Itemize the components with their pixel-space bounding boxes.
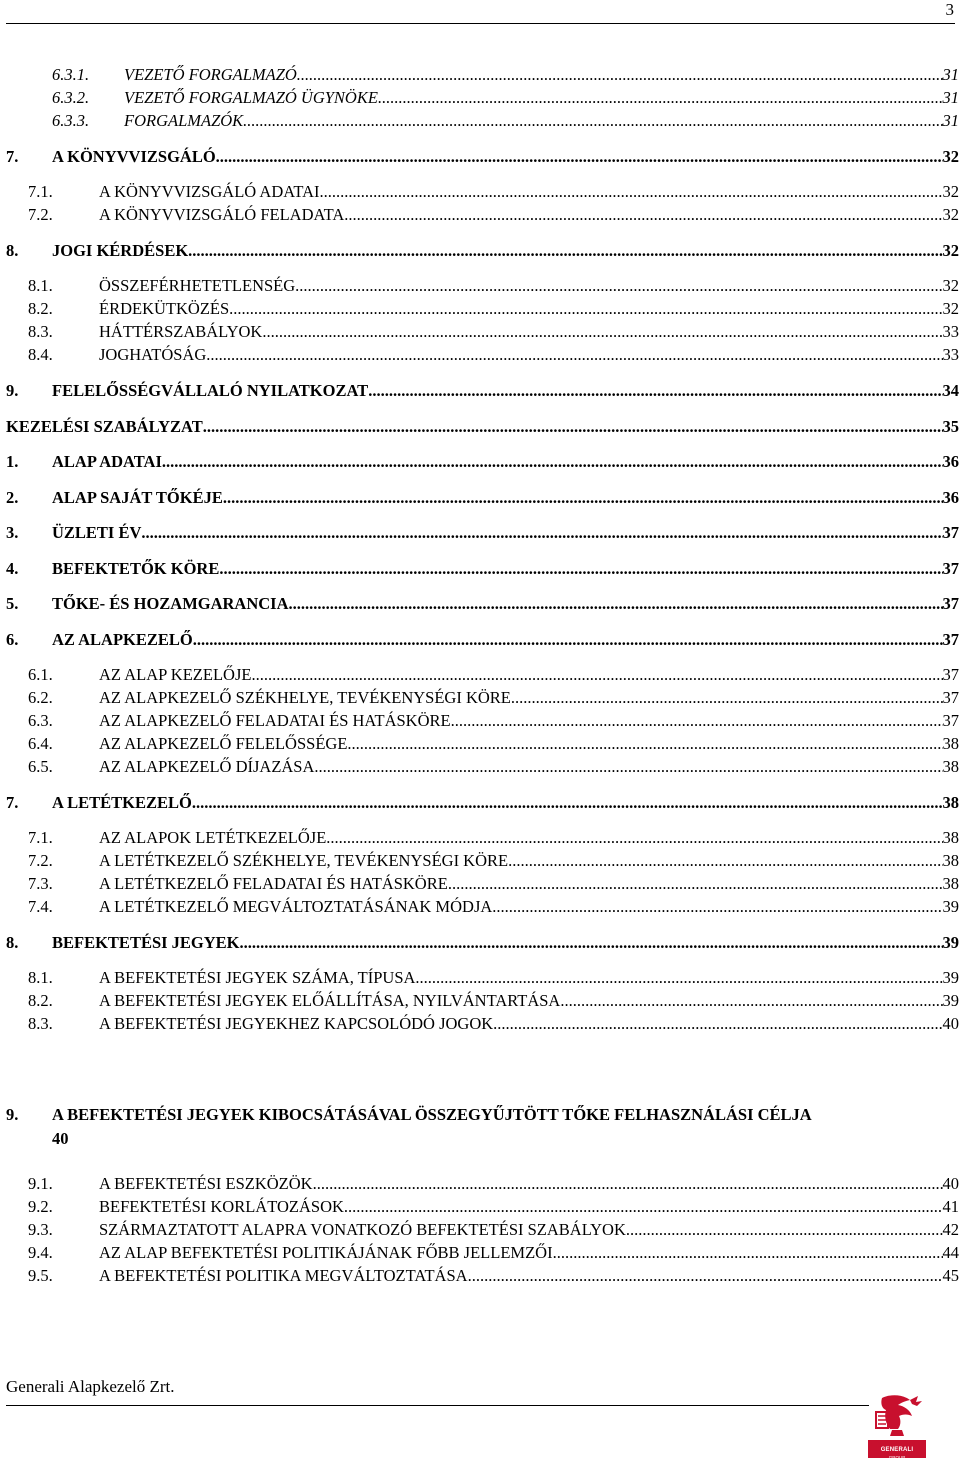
toc-entry[interactable] xyxy=(6,344,959,366)
toc-entry-number: 9.3. xyxy=(28,1220,53,1239)
toc-entry-title: BEFEKTETŐK KÖRE xyxy=(52,559,220,578)
toc-entry-number: 9.1. xyxy=(28,1174,53,1193)
toc-entry[interactable] xyxy=(6,1196,959,1218)
toc-entry[interactable] xyxy=(6,1242,959,1264)
toc-entry-page: 39 xyxy=(942,933,959,952)
toc-entry-number: 6. xyxy=(6,630,19,649)
toc-dot-leader xyxy=(508,850,942,872)
toc-dot-leader xyxy=(141,522,942,544)
toc-dot-leader xyxy=(240,932,943,954)
toc-entry-title: BEFEKTETÉSI KORLÁTOZÁSOK xyxy=(99,1197,344,1216)
toc-entry-title: KEZELÉSI SZABÁLYZAT xyxy=(6,417,203,436)
toc-entry-page: 38 xyxy=(942,851,959,870)
toc-entry-page: 39 xyxy=(942,897,959,916)
toc-entry-number: 7.1. xyxy=(28,182,53,201)
toc-entry-title: AZ ALAPKEZELŐ FELELŐSSÉGE xyxy=(99,734,348,753)
toc-dot-leader xyxy=(262,321,942,343)
toc-entry[interactable] xyxy=(6,275,959,297)
toc-entry[interactable] xyxy=(6,522,959,544)
toc-entry-page: 32 xyxy=(942,205,959,224)
toc-entry-title: HÁTTÉRSZABÁLYOK xyxy=(99,322,263,341)
toc-entry-page: 34 xyxy=(942,381,959,400)
toc-entry-number: 6.2. xyxy=(28,688,53,707)
toc-entry-page: 32 xyxy=(942,241,959,260)
toc-dot-leader xyxy=(378,87,943,109)
toc-entry-page: 32 xyxy=(942,299,959,318)
toc-entry[interactable] xyxy=(6,629,959,651)
toc-dot-leader xyxy=(223,487,943,509)
toc-entry[interactable] xyxy=(6,932,959,954)
toc-entry-title: JOGI KÉRDÉSEK xyxy=(52,241,189,260)
toc-entry-page: 40 xyxy=(52,1129,69,1148)
toc-entry-page: 33 xyxy=(942,345,959,364)
toc-dot-leader xyxy=(344,1196,943,1218)
toc-dot-leader xyxy=(451,710,943,732)
toc-entry-number: 8.1. xyxy=(28,276,53,295)
toc-entry-number: 6.3. xyxy=(28,711,53,730)
toc-entry-title: A BEFEKTETÉSI JEGYEK KIBOCSÁTÁSÁVAL ÖSSZEGYŰJTÖTT TŐKE FELHASZNÁLÁSI CÉLJA xyxy=(52,1105,812,1124)
toc-entry-page: 36 xyxy=(942,488,959,507)
toc-entry-title: ÉRDEKÜTKÖZÉS xyxy=(99,299,230,318)
toc-entry[interactable] xyxy=(6,710,959,732)
toc-dot-leader xyxy=(626,1219,943,1241)
toc-entry[interactable] xyxy=(6,990,959,1012)
toc-entry-title: A KÖNYVVIZSGÁLÓ xyxy=(52,147,216,166)
page-number: 3 xyxy=(945,0,954,19)
toc-entry-number: 5. xyxy=(6,594,19,613)
toc-entry-title: A LETÉTKEZELŐ FELADATAI ÉS HATÁSKÖRE xyxy=(99,874,448,893)
toc-entry-title: A BEFEKTETÉSI ESZKÖZÖK xyxy=(99,1174,313,1193)
toc-entry-title: ÖSSZEFÉRHETETLENSÉG xyxy=(99,276,296,295)
toc-dot-leader xyxy=(492,896,942,918)
toc-entry-number: 8.2. xyxy=(28,299,53,318)
logo-subtext: GROUP xyxy=(888,1455,906,1460)
toc-entry-number: 8.1. xyxy=(28,968,53,987)
toc-dot-leader xyxy=(216,146,943,168)
toc-entry-number: 3. xyxy=(6,523,19,542)
toc-entry-title: AZ ALAPKEZELŐ SZÉKHELYE, TEVÉKENYSÉGI KÖRE xyxy=(99,688,511,707)
toc-entry-title: A BEFEKTETÉSI POLITIKA MEGVÁLTOZTATÁSA xyxy=(99,1266,468,1285)
toc-dot-leader xyxy=(192,792,943,814)
toc-dot-leader xyxy=(229,298,942,320)
toc-entry-title: A LETÉTKEZELŐ xyxy=(52,793,192,812)
toc-dot-leader xyxy=(289,593,943,615)
toc-entry[interactable] xyxy=(6,1103,959,1151)
toc-dot-leader xyxy=(193,629,943,651)
toc-entry-title: FELELŐSSÉGVÁLLALÓ NYILATKOZAT xyxy=(52,381,369,400)
toc-entry[interactable] xyxy=(6,380,959,402)
toc-entry-page: 38 xyxy=(942,734,959,753)
toc-entry-title: BEFEKTETÉSI JEGYEK xyxy=(52,933,240,952)
toc-entry-number: 7. xyxy=(6,147,19,166)
toc-dot-leader xyxy=(162,451,943,473)
toc-entry-number: 7.3. xyxy=(28,874,53,893)
toc-entry-number: 7.2. xyxy=(28,851,53,870)
toc-entry[interactable] xyxy=(6,321,959,343)
toc-entry-number: 6.3.3. xyxy=(52,111,90,130)
toc-entry-number: 4. xyxy=(6,559,19,578)
toc-entry-number: 6.3.2. xyxy=(52,88,90,107)
toc-entry[interactable] xyxy=(6,827,959,849)
toc-entry-number: 9. xyxy=(6,1105,19,1124)
toc-dot-leader xyxy=(553,1242,943,1264)
toc-dot-leader xyxy=(297,64,943,86)
toc-entry[interactable] xyxy=(6,416,959,438)
toc-entry-title: A LETÉTKEZELŐ SZÉKHELYE, TEVÉKENYSÉGI KÖRE xyxy=(99,851,509,870)
toc-entry-title: AZ ALAPKEZELŐ xyxy=(52,630,193,649)
toc-entry-title: AZ ALAPKEZELŐ DÍJAZÁSA xyxy=(99,757,315,776)
toc-entry[interactable] xyxy=(6,204,959,226)
logo-text: GENERALI xyxy=(880,1447,914,1453)
toc-entry[interactable] xyxy=(6,87,959,109)
toc-entry-page: 37 xyxy=(942,688,959,707)
toc-entry-page: 32 xyxy=(942,182,959,201)
toc-entry[interactable] xyxy=(6,687,959,709)
toc-entry[interactable] xyxy=(6,664,959,686)
toc-entry[interactable] xyxy=(6,1173,959,1195)
toc-entry-page: 31 xyxy=(942,111,959,130)
toc-entry-title: A KÖNYVVIZSGÁLÓ ADATAI xyxy=(99,182,320,201)
toc-entry-title: ÜZLETI ÉV xyxy=(52,523,142,542)
toc-entry-number: 6.4. xyxy=(28,734,53,753)
toc-entry-number: 8.2. xyxy=(28,991,53,1010)
toc-entry-number: 9. xyxy=(6,381,19,400)
toc-entry-page: 36 xyxy=(942,452,959,471)
toc-entry-title: A BEFEKTETÉSI JEGYEK SZÁMA, TÍPUSA xyxy=(99,968,416,987)
toc-entry-title: AZ ALAP KEZELŐJE xyxy=(99,665,252,684)
toc-entry-page: 33 xyxy=(942,322,959,341)
toc-entry-number: 9.4. xyxy=(28,1243,53,1262)
toc-dot-leader xyxy=(295,275,942,297)
toc-entry-number: 8. xyxy=(6,933,19,952)
toc-dot-leader xyxy=(448,873,943,895)
toc-dot-leader xyxy=(243,110,942,132)
toc-entry-page: 31 xyxy=(942,88,959,107)
toc-dot-leader xyxy=(368,380,942,402)
toc-dot-leader xyxy=(468,1265,943,1287)
toc-entry[interactable] xyxy=(6,1013,959,1035)
toc-dot-leader xyxy=(344,204,942,226)
toc-entry-title: A BEFEKTETÉSI JEGYEKHEZ KAPCSOLÓDÓ JOGOK xyxy=(99,1014,494,1033)
toc-entry-page: 38 xyxy=(942,874,959,893)
toc-entry-title: A LETÉTKEZELŐ MEGVÁLTOZTATÁSÁNAK MÓDJA xyxy=(99,897,493,916)
toc-entry-number: 7.1. xyxy=(28,828,53,847)
toc-entry-title: A KÖNYVVIZSGÁLÓ FELADATA xyxy=(99,205,345,224)
toc-dot-leader xyxy=(251,664,942,686)
toc-entry-page: 35 xyxy=(942,417,959,436)
footer-company-name: Generali Alapkezelő Zrt. xyxy=(6,1377,175,1396)
toc-entry-page: 32 xyxy=(942,276,959,295)
toc-dot-leader xyxy=(320,181,943,203)
toc-dot-leader xyxy=(313,1173,943,1195)
toc-entry-page: 39 xyxy=(942,968,959,987)
toc-entry-number: 9.2. xyxy=(28,1197,53,1216)
toc-entry[interactable] xyxy=(6,967,959,989)
toc-entry-page: 31 xyxy=(942,65,959,84)
toc-entry-page: 41 xyxy=(942,1197,959,1216)
toc-entry-title: VEZETŐ FORGALMAZÓ xyxy=(124,65,297,84)
toc-entry-page: 44 xyxy=(942,1243,959,1262)
toc-entry[interactable] xyxy=(6,110,959,132)
toc-entry-page: 37 xyxy=(942,523,959,542)
toc-entry[interactable] xyxy=(6,896,959,918)
toc-dot-leader xyxy=(347,733,942,755)
toc-entry-title: FORGALMAZÓK xyxy=(124,111,244,130)
toc-entry-title: AZ ALAPKEZELŐ FELADATAI ÉS HATÁSKÖRE xyxy=(99,711,451,730)
toc-entry[interactable] xyxy=(6,1219,959,1241)
toc-entry[interactable] xyxy=(6,1265,959,1287)
toc-entry-page: 38 xyxy=(942,793,959,812)
toc-entry-title: ALAP ADATAI xyxy=(52,452,162,471)
toc-entry[interactable] xyxy=(6,146,959,168)
footer-rule xyxy=(6,1405,869,1406)
toc-entry-page: 37 xyxy=(942,594,959,613)
toc-entry-page: 38 xyxy=(942,757,959,776)
toc-dot-leader xyxy=(511,687,943,709)
toc-entry[interactable] xyxy=(6,64,959,86)
toc-entry[interactable] xyxy=(6,451,959,473)
toc-entry-number: 9.5. xyxy=(28,1266,53,1285)
toc-entry-number: 2. xyxy=(6,488,19,507)
toc-entry-number: 1. xyxy=(6,452,19,471)
toc-entry-title: SZÁRMAZTATOTT ALAPRA VONATKOZÓ BEFEKTETÉSI SZABÁLYOK xyxy=(99,1220,626,1239)
toc-entry-title: A BEFEKTETÉSI JEGYEK ELŐÁLLÍTÁSA, NYILVÁNTARTÁSA xyxy=(99,991,561,1010)
toc-entry[interactable] xyxy=(6,181,959,203)
toc-entry-number: 8.4. xyxy=(28,345,53,364)
toc-entry[interactable] xyxy=(6,487,959,509)
toc-dot-leader xyxy=(188,240,942,262)
toc-entry-page: 37 xyxy=(942,559,959,578)
toc-entry[interactable] xyxy=(6,756,959,778)
toc-entry-number: 7. xyxy=(6,793,19,812)
toc-entry-title: AZ ALAP BEFEKTETÉSI POLITIKÁJÁNAK FŐBB JELLEMZŐI xyxy=(99,1243,553,1262)
toc-entry-number: 6.5. xyxy=(28,757,53,776)
toc-entry[interactable] xyxy=(6,558,959,580)
toc-entry[interactable] xyxy=(6,850,959,872)
toc-entry-page: 37 xyxy=(942,711,959,730)
toc-entry-page: 45 xyxy=(942,1266,959,1285)
toc-entry-page: 32 xyxy=(942,147,959,166)
toc-dot-leader xyxy=(493,1013,942,1035)
toc-entry-title: ALAP SAJÁT TŐKÉJE xyxy=(52,488,223,507)
toc-entry-number: 6.1. xyxy=(28,665,53,684)
toc-dot-leader xyxy=(560,990,942,1012)
toc-entry-number: 8. xyxy=(6,241,19,260)
toc-entry-title: JOGHATÓSÁG xyxy=(99,345,207,364)
toc-entry-title: AZ ALAPOK LETÉTKEZELŐJE xyxy=(99,828,327,847)
toc-dot-leader xyxy=(203,416,943,438)
toc-entry-page: 40 xyxy=(942,1174,959,1193)
toc-entry[interactable] xyxy=(6,792,959,814)
toc-entry-page: 40 xyxy=(942,1014,959,1033)
toc-entry-number: 8.3. xyxy=(28,322,53,341)
toc-entry[interactable] xyxy=(6,593,959,615)
toc-entry[interactable] xyxy=(6,240,959,262)
toc-entry[interactable] xyxy=(6,733,959,755)
toc-entry-page: 42 xyxy=(942,1220,959,1239)
toc-entry-title: TŐKE- ÉS HOZAMGARANCIA xyxy=(52,594,289,613)
toc-entry-page: 38 xyxy=(942,828,959,847)
toc-entry-title: VEZETŐ FORGALMAZÓ ÜGYNÖKE xyxy=(124,88,378,107)
toc-dot-leader xyxy=(415,967,942,989)
toc-dot-leader xyxy=(326,827,942,849)
toc-dot-leader xyxy=(206,344,942,366)
toc-entry[interactable] xyxy=(6,298,959,320)
toc-entry-page: 37 xyxy=(942,665,959,684)
toc-dot-leader xyxy=(219,558,942,580)
toc-entry-number: 7.4. xyxy=(28,897,53,916)
toc-entry-number: 8.3. xyxy=(28,1014,53,1033)
toc-entry-page: 39 xyxy=(942,991,959,1010)
toc-dot-leader xyxy=(314,756,942,778)
toc-entry-number: 6.3.1. xyxy=(52,65,90,84)
toc-entry[interactable] xyxy=(6,873,959,895)
toc-entry-page: 37 xyxy=(942,630,959,649)
toc-entry-number: 7.2. xyxy=(28,205,53,224)
